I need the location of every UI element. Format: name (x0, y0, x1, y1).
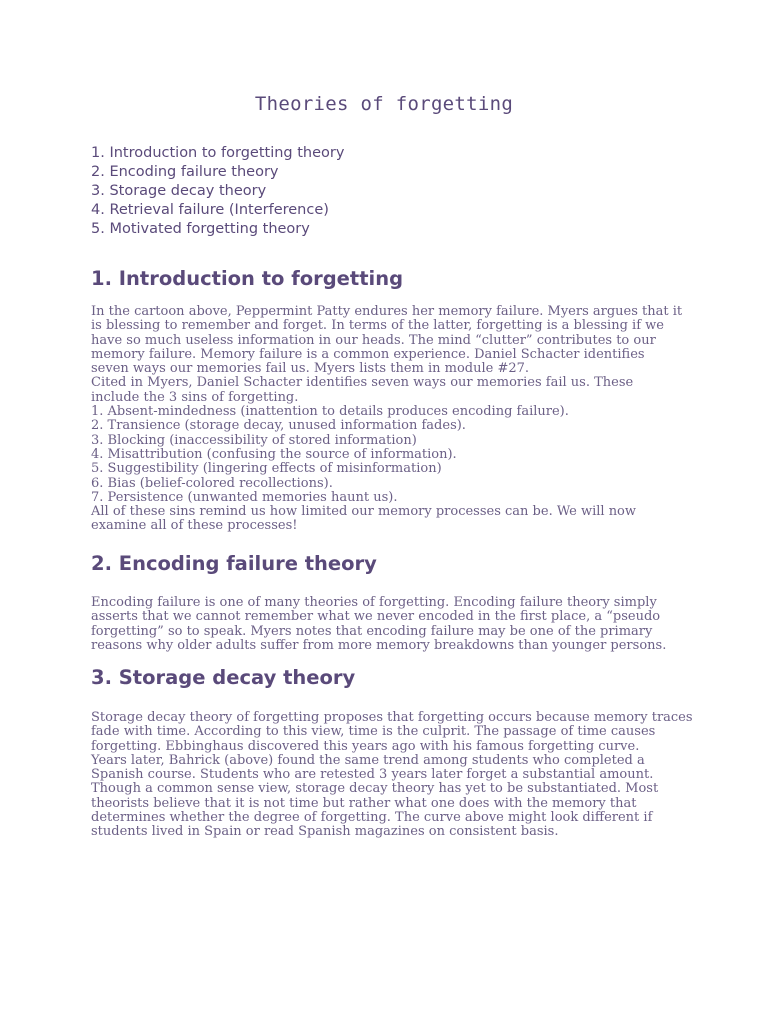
paragraph-line: All of these sins remind us how limited our memory processes can be. We will now (91, 504, 637, 520)
section-heading-introduction: 1. Introduction to forgetting (91, 267, 404, 290)
paragraph-line: Though a common sense view, storage decay theory has yet to be substantiated. Most (91, 781, 659, 797)
paragraph-line: Spanish course. Students who are retested 3 years later forget a substantial amount. (91, 767, 654, 783)
document-title: Theories of forgetting (254, 93, 514, 115)
paragraph-line: have so much useless information in our heads. The mind “clutter” contributes to our (91, 332, 656, 348)
list-line: 6. Bias (belief-colored recollections). (91, 475, 333, 491)
list-line: 5. Suggestibility (lingering effects of misinformation) (91, 461, 442, 477)
section-body-introduction (91, 305, 691, 534)
table-of-contents (91, 144, 344, 239)
toc-item-motivated: 5. Motivated forgetting theory (91, 221, 310, 237)
paragraph-line: theorists believe that it is not time but rather what one does with the memory that (91, 795, 637, 811)
section-body-storage-decay (91, 711, 691, 840)
paragraph-line: Cited in Myers, Daniel Schacter identifies seven ways our memories fail us. These (91, 375, 634, 391)
paragraph-line: seven ways our memories fail us. Myers lists them in module #27. (91, 361, 530, 377)
paragraph-line: forgetting” so to speak. Myers notes that encoding failure may be one of the primary (91, 623, 653, 639)
toc-item-encoding: 2. Encoding failure theory (91, 164, 279, 180)
list-line: 3. Blocking (inaccessibility of stored information) (91, 432, 417, 448)
paragraph-line: is blessing to remember and forget. In terms of the latter, forgetting is a blessing if we (91, 318, 664, 334)
section-heading-storage-decay: 3. Storage decay theory (91, 666, 356, 689)
paragraph-line: Encoding failure is one of many theories of forgetting. Encoding failure theory simply (91, 595, 657, 610)
section-heading-encoding: 2. Encoding failure theory (91, 552, 377, 575)
paragraph-line: students lived in Spain or read Spanish magazines on consistent basis. (91, 824, 559, 840)
section-body-encoding (91, 596, 691, 653)
paragraph-line: Storage decay theory of forgetting proposes that forgetting occurs because memory traces (91, 710, 693, 725)
paragraph-line: In the cartoon above, Peppermint Patty endures her memory failure. Myers argues that it (91, 304, 683, 319)
toc-item-retrieval: 4. Retrieval failure (Interference) (91, 202, 329, 218)
paragraph-line: examine all of these processes! (91, 518, 298, 534)
toc-item-storage-decay: 3. Storage decay theory (91, 183, 267, 199)
list-line: 2. Transience (storage decay, unused information fades). (91, 418, 466, 434)
paragraph-line: Years later, Bahrick (above) found the same trend among students who completed a (91, 752, 645, 768)
paragraph-line: asserts that we cannot remember what we never encoded in the first place, a “pseudo (91, 609, 661, 625)
paragraph-line: reasons why older adults suffer from more memory breakdowns than younger persons. (91, 637, 667, 653)
list-line: 7. Persistence (unwanted memories haunt us). (91, 489, 398, 505)
list-line: 4. Misattribution (confusing the source of information). (91, 446, 457, 462)
toc-item-introduction: 1. Introduction to forgetting theory (91, 145, 345, 161)
list-line: 1. Absent-mindedness (inattention to details produces encoding failure). (91, 404, 569, 420)
paragraph-line: fade with time. According to this view, time is the culprit. The passage of time causes (91, 724, 656, 740)
paragraph-line: include the 3 sins of forgetting. (91, 389, 299, 405)
paragraph-line: determines whether the degree of forgetting. The curve above might look different if (91, 810, 653, 826)
paragraph-line: forgetting. Ebbinghaus discovered this years ago with his famous forgetting curve. (91, 738, 640, 754)
paragraph-line: memory failure. Memory failure is a common experience. Daniel Schacter identifies (91, 346, 645, 362)
